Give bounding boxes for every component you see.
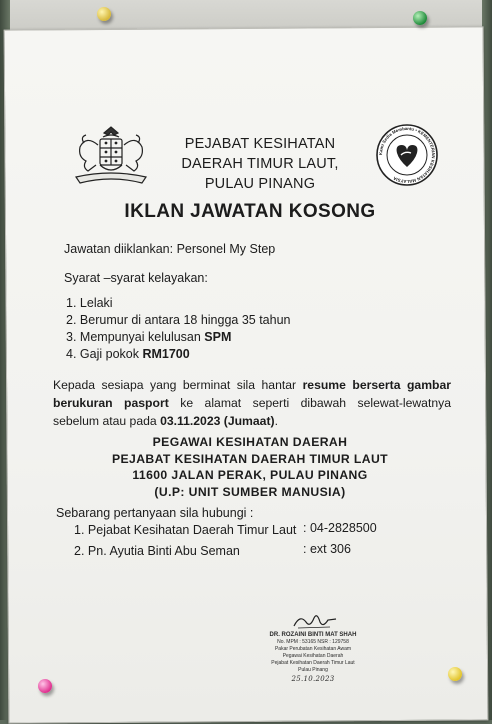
requirement-number: 1. [66, 296, 77, 310]
signatory-block [258, 612, 368, 683]
office-name [160, 134, 360, 194]
requirement-item [66, 312, 291, 329]
signatory-detail: Pulau Pinang [298, 667, 328, 673]
ministry-of-health-logo [375, 123, 439, 187]
requirement-bold: RM1700 [142, 347, 190, 361]
contact-item [74, 522, 296, 539]
contact-number: 2. [74, 544, 85, 558]
requirement-item [66, 329, 231, 346]
signatory-detail: No. MPM : 53165 NSR : 129758 [277, 639, 349, 645]
address-line: PEGAWAI KESIHATAN DAERAH [152, 435, 348, 449]
contact-value: : ext 306 [303, 542, 351, 556]
contact-heading: Sebarang pertanyaan sila hubungi : [56, 506, 254, 520]
requirements-heading: Syarat –syarat kelayakan: [64, 271, 208, 285]
contact-name: Pejabat Kesihatan Daerah Timur Laut [87, 523, 297, 537]
requirement-text: Berumur di antara 18 hingga 35 tahun [79, 313, 291, 327]
signatory-name: DR. ROZAINI BINTI MAT SHAH [269, 632, 357, 638]
signature-date: 25.10.2023 [291, 675, 335, 683]
contact-number: 1. [74, 523, 85, 537]
signatory-detail: Pegawai Kesihatan Daerah [282, 653, 344, 659]
pushpin-icon [38, 679, 52, 693]
logo-ring-text: Kami Sedia Membantu • KEMENTERIAN KESIHATAN MALAYSIA [377, 125, 437, 185]
instruction-text: . [274, 414, 278, 428]
instruction-emphasis: resume berserta gambar berukuran pasport [53, 378, 451, 410]
coat-of-arms-icon [70, 125, 152, 189]
instruction-text: Kepada sesiapa yang berminat sila hantar [53, 378, 303, 392]
requirement-item [66, 295, 113, 312]
contact-item [74, 543, 240, 560]
instruction-paragraph [53, 376, 451, 430]
pushpin-icon [448, 667, 462, 681]
mailing-address [80, 434, 420, 500]
requirement-text: Mempunyai kelulusan [79, 330, 205, 344]
requirement-number: 3. [66, 330, 77, 344]
address-line: 11600 JALAN PERAK, PULAU PINANG [132, 468, 368, 482]
signatory-detail: Pakar Perubatan Kesihatan Awam [274, 646, 352, 652]
address-line: (U.P: UNIT SUMBER MANUSIA) [154, 484, 346, 499]
address-line: PEJABAT KESIHATAN DAERAH TIMUR LAUT [111, 451, 389, 466]
requirement-number: 2. [66, 313, 77, 327]
requirement-bold: SPM [204, 330, 232, 344]
pushpin-icon [413, 11, 427, 25]
page-title: IKLAN JAWATAN KOSONG [124, 201, 376, 222]
contact-name: Pn. Ayutia Binti Abu Seman [87, 544, 240, 558]
requirement-text: Gaji pokok [79, 347, 143, 361]
office-line-1: PEJABAT KESIHATAN [184, 136, 336, 152]
office-line-2: DAERAH TIMUR LAUT, [181, 156, 339, 172]
contact-value: : 04-2828500 [303, 521, 377, 535]
requirement-item [66, 346, 190, 363]
position-line: Jawatan diiklankan: Personel My Step [64, 242, 276, 256]
instruction-text: ke alamat seperti dibawah selewat-lewatnya sebelum atau pada [53, 396, 451, 428]
deadline-date: 03.11.2023 (Jumaat) [160, 414, 275, 428]
office-line-3: PULAU PINANG [204, 176, 316, 192]
signatory-detail: Pejabat Kesihatan Daerah Timur Laut [271, 660, 355, 666]
pushpin-icon [97, 7, 111, 21]
requirement-text: Lelaki [79, 296, 113, 310]
requirement-number: 4. [66, 347, 77, 361]
